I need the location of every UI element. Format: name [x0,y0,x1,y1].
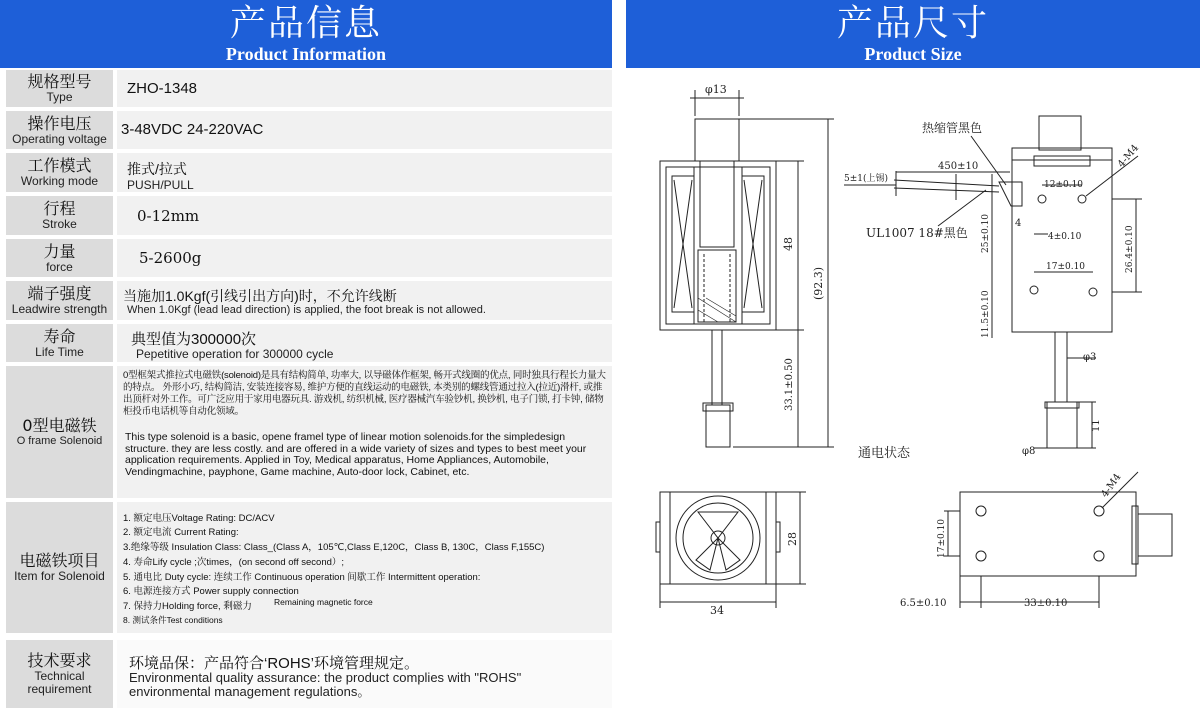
label-en: Stroke [42,217,77,231]
spec-value [117,153,612,192]
dim-26-4: 26.4±0.10 [1125,225,1135,273]
product-information-banner [0,0,612,68]
dim-4a: 4 [1015,218,1022,229]
side-view [844,116,1142,461]
value-text: 3-48VDC 24-220VAC [121,121,264,138]
item-line: 1. 额定电压Voltage Rating: DC/ACV [123,513,275,524]
item-line: 8. 测试条件Test conditions [123,615,223,625]
spec-value [117,502,612,633]
value-text: 环境品保：产品符合‘ROHS’环境管理规定。 [129,655,420,672]
item-line: 3.绝缘等级 Insulation Class: Class_(Class A，105℃,Class E,120C，Class B, 130C，Class F,155C) [123,542,545,553]
spec-label [6,324,113,362]
spec-label [6,239,113,277]
value-text: 典型值为300000次 [131,331,257,348]
spec-label [6,281,113,320]
description-zh: 0型框架式推拉式电磁铁(solenoid)是具有结构简单, 功率大, 以导磁体作框架, 畅开式线圈的优点, 同时独具行程长力量大的特点。 外形小巧, 结构简洁, 安装连接容易, 维护方便的直线运动的电磁铁, 本类别的螺线管通过拉入(拉近)滑杆, 或推出顶杆对外工作。可广泛应用于家用电器玩具. 游戏机, 纺织机械, 医疗器械汽车验钞机, 换钞机, 电子门锁, 打卡钟, 储物柜投币电话机等自动化领域。 [123,370,606,417]
dimension-drawing [626,68,1200,711]
dim-48: 48 [782,237,795,251]
product-size-panel [626,0,1200,711]
value-text: 推式/拉式 [127,161,187,177]
spec-value [117,196,612,235]
spec-value [117,70,612,107]
spec-value [117,640,612,708]
dim-4-m4-bottom: 4-M4 [1099,471,1124,500]
spec-value [117,111,612,149]
label-en: Leadwire strength [11,302,108,316]
item-line: Remaining magnetic force [274,597,373,607]
value-subtext: Environmental quality assurance: the product complies with "ROHS" environmental management regulations。 [129,670,522,699]
label-zh: 力量 [43,241,76,261]
spec-value [117,239,612,277]
dim-4b: 4±0.10 [1048,232,1082,242]
top-view [656,492,806,617]
spec-row-item-for-solenoid [6,502,612,633]
label-zh: 寿命 [43,326,76,346]
dim-phi13: φ13 [705,83,727,96]
spec-row-stroke [6,196,612,235]
dim-34: 34 [710,604,724,617]
value-subtext: PUSH/PULL [127,178,194,192]
label-zh: 端子强度 [27,284,92,303]
spec-row-voltage [6,111,612,149]
spec-row-type [6,70,612,107]
dim-28: 28 [786,532,799,546]
spec-label [6,196,113,235]
description-en: This type solenoid is a basic, opene framel type of linear motion solenoids.for the simpledesign structure. they are less costly. and are offered in a wide variety of sizes and types to best meet your application requirements. Applied in Toy, Medical apparatus, Home Appliances, Automobile, Vendingmachine, payphone, Game machine, Auto-door lock, Cabinet, etc. [125,431,587,478]
label-en: force [46,259,73,274]
label-en: O frame Solenoid [16,434,103,447]
dim-11: 11 [1091,419,1102,432]
dim-450: 450±10 [938,161,979,172]
label-zh: 0型电磁铁 [22,415,97,435]
dim-11-5: 11.5±0.10 [981,290,991,338]
bottom-view [900,472,1172,609]
label-zh: 操作电压 [27,113,92,133]
label-en: Item for Solenoid [14,569,105,583]
label-wire: UL1007 18#黑色 [866,226,968,240]
label-zh: 工作模式 [27,156,92,175]
dim-17a: 17±0.10 [1046,262,1086,272]
label-zh: 技术要求 [27,651,92,670]
label-en: Life Time [35,344,84,359]
spec-row-life-time [6,324,612,362]
label-en: Working mode [20,174,99,188]
label-zh: 电磁铁项目 [19,551,100,570]
dim-5: 5±1(上锡) [844,174,889,184]
label-energized-state: 通电状态 [858,446,911,461]
item-line: 2. 额定电流 Current Rating: [123,527,239,538]
banner-title-zh: 产品信息 [229,3,382,44]
item-line: 6. 电源连接方式 Power supply connection [123,586,299,597]
spec-value [117,324,612,362]
label-en: Operating voltage [12,131,107,146]
dim-33-1: 33.1±0.50 [784,358,795,411]
value-text: 0-12mm [137,207,200,225]
product-size-banner [626,0,1200,68]
value-subtext: When 1.0Kgf (lead lead direction) is applied, the foot break is not allowed. [127,304,486,316]
spec-label [6,366,113,498]
dim-12: 12±0.10 [1044,180,1084,190]
dim-92-3: (92.3) [812,266,825,300]
value-text: 5-2600g [139,249,202,267]
label-en: Type [46,90,73,104]
spec-label [6,153,113,192]
value-subtext: Pepetitive operation for 300000 cycle [136,347,334,361]
label-heat-shrink: 热缩管黑色 [922,121,983,135]
dim-4-m4-top: 4-M4 [1115,142,1142,170]
spec-value [117,281,612,320]
spec-row-leadwire-strength [6,281,612,320]
dim-phi3: φ3 [1083,352,1097,363]
spec-row-technical-requirement [6,640,612,708]
spec-label [6,640,113,708]
spec-row-o-frame-solenoid [6,366,612,498]
value-text: ZHO-1348 [127,80,198,97]
section-view [660,83,834,447]
spec-label [6,502,113,633]
spec-row-force [6,239,612,277]
dim-33: 33±0.10 [1024,598,1068,609]
label-zh: 行程 [43,199,76,218]
item-line: 4. 寿命Lify cycle ;次times，(on second off second）; [123,557,345,568]
item-line: 7. 保持力Holding force, 剩磁力 [123,601,252,612]
dim-phi8: φ8 [1022,446,1036,457]
label-en: Technical requirement [27,669,92,696]
spec-value [117,366,612,498]
banner-title-en: Product Information [225,44,387,64]
dim-6-5: 6.5±0.10 [900,598,947,609]
label-zh: 规格型号 [27,72,92,91]
spec-label [6,111,113,149]
banner-title-zh: 产品尺寸 [836,3,989,44]
value-text: 当施加1.0Kgf(引线引出方向)时，不允许线断 [123,288,397,304]
banner-title-en: Product Size [864,44,962,64]
spec-label [6,70,113,107]
dim-25: 25±0.10 [981,213,991,253]
item-line: 5. 通电比 Duty cycle: 连续工作 Continuous operation 间歇工作 Intermittent operation: [123,572,481,583]
spec-row-working-mode [6,153,612,192]
dim-17b: 17±0.10 [937,518,947,558]
